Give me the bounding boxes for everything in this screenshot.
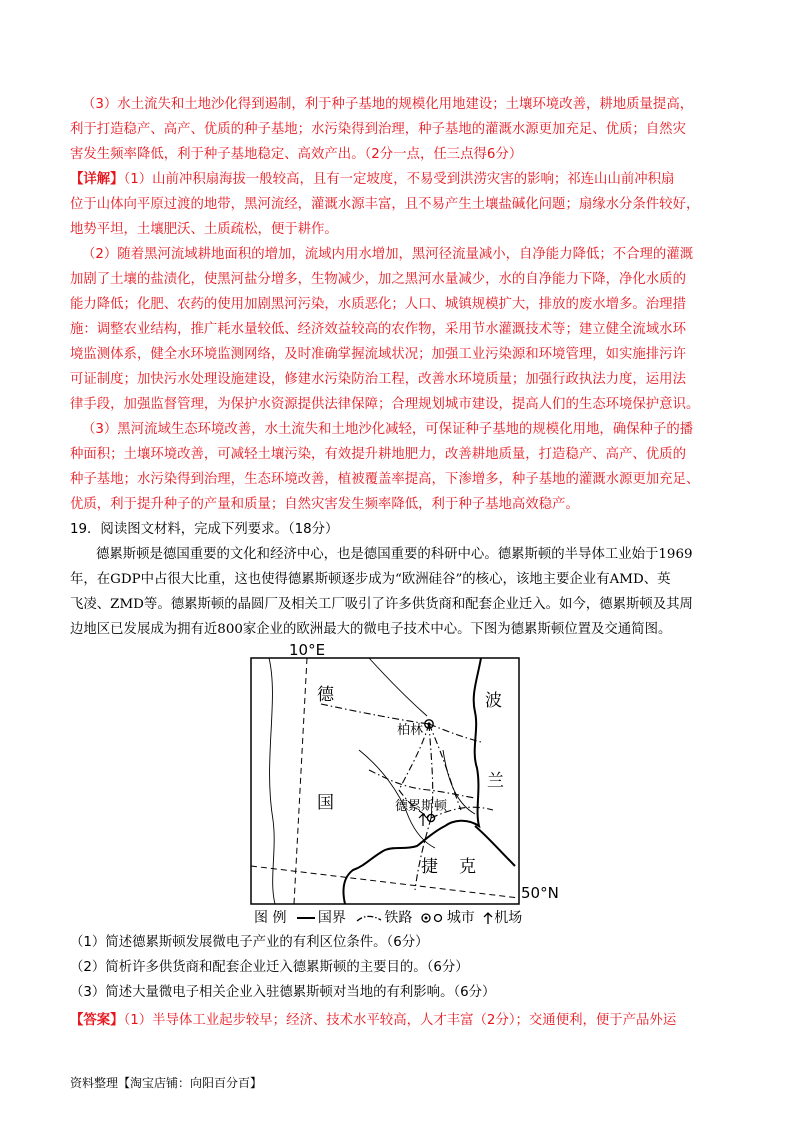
country-label-de2: 国 xyxy=(317,793,334,813)
text-line: 害发生频率降低，利于种子基地稳定、高效产出。（2分一点，任三点得6分） xyxy=(70,147,523,162)
country-label-cz1: 捷 xyxy=(421,857,438,877)
legend-border-symbol xyxy=(297,917,315,919)
text-line: 利于打造稳产、高产、优质的种子基地；水污染得到治理，种子基地的灌溉水源更加充足、优质；自然灾 xyxy=(70,122,686,137)
river-line xyxy=(269,658,275,904)
country-label-cz2: 克 xyxy=(459,857,476,877)
text-line: 边地区已发展成为拥有近800家企业的欧洲最大的微电子技术中心。下图为德累斯顿位置及交通简图。 xyxy=(70,622,672,637)
railway-line xyxy=(415,818,431,890)
question-material xyxy=(70,542,735,642)
railway-line xyxy=(429,724,481,742)
answer-part-3 xyxy=(70,92,735,167)
polish-czech-border xyxy=(475,826,515,866)
detail-tag: 【详解】 xyxy=(70,172,124,187)
legend-railway-label: 铁路 xyxy=(384,910,413,926)
country-label-pl2: 兰 xyxy=(487,771,504,791)
legend-city-symbol xyxy=(421,912,445,924)
sub-question: （1）简述德累斯顿发展微电子产业的有利区位条件。（6分） xyxy=(70,935,429,950)
longitude-label: 10°E xyxy=(289,641,326,659)
text-line: （3）水土流失和土地沙化得到遏制，利于种子基地的规模化用地建设；土壤环境改善，耕地质量提高， xyxy=(82,97,694,112)
railway-line xyxy=(369,770,475,798)
text-line: （1）半导体工业起步较早；经济、技术水平较高，人才丰富（2分）；交通便利，便于产品外运 xyxy=(123,1013,677,1028)
text-line: 境监测体系，健全水环境监测网络，及时准确掌握流域状况；加强工业污染源和环境管理，如实施排污许 xyxy=(70,347,686,362)
legend-railway-symbol xyxy=(356,912,382,924)
sub-question: （2）简析许多供货商和配套企业迁入德累斯顿的主要目的。（6分） xyxy=(70,960,469,975)
answer-tag: 【答案】 xyxy=(70,1013,124,1028)
answer-19 xyxy=(70,1008,735,1033)
text-line: （3）黑河流域生态环境改善，水土流失和土地沙化减轻，可保证种子基地的规模化用地，确保种子的播 xyxy=(82,422,694,437)
text-line: 优质，利于提升种子的产量和质量；自然灾害发生频率降低，利于种子基地高效稳产。 xyxy=(70,497,579,512)
detail-part-1 xyxy=(70,167,735,242)
berlin-city-dot xyxy=(427,722,430,725)
footer-note: 资料整理【淘宝店铺：向阳百分百】 xyxy=(70,1076,263,1090)
sub-questions xyxy=(70,930,735,1005)
detail-part-2 xyxy=(70,242,735,417)
airport-icon xyxy=(419,814,427,826)
text-line: 加剧了土壤的盐渍化，使黑河盐分增多，生物减少，加之黑河水量减少，水的自净能力下降，净化水质的 xyxy=(70,272,686,287)
text-line: 能力降低；化肥、农药的使用加剧黑河污染，水质恶化；人口、城镇规模扩大，排放的废水增多。治理措 xyxy=(70,297,686,312)
detail-part-3 xyxy=(70,417,735,517)
legend-airport-label: 机场 xyxy=(494,910,523,926)
legend-airport-icon xyxy=(483,911,493,925)
legend-city-label: 城市 xyxy=(446,910,475,926)
text-line: 德累斯顿是德国重要的文化和经济中心，也是德国重要的科研中心。德累斯顿的半导体工业始于1969 xyxy=(96,547,693,562)
parallel-line xyxy=(251,866,519,898)
latitude-label: 50°N xyxy=(521,884,559,902)
text-line: （1）山前冲积扇海拔一般较高，且有一定坡度，不易受到洪涝灾害的影响；祁连山山前冲积扇 xyxy=(123,172,675,187)
text-line: 施：调整农业结构，推广耗水量较低、经济效益较高的农作物，采用节水灌溉技术等；建立健全流域水环 xyxy=(70,322,686,337)
country-label-de1: 德 xyxy=(317,685,334,705)
railway-line xyxy=(429,724,461,810)
sub-question: （3）简述大量微电子相关企业入驻德累斯顿对当地的有利影响。（6分） xyxy=(70,985,496,1000)
text-line: 位于山体向平原过渡的地带，黑河流经，灌溉水源丰富，且不易产生土壤盐碱化问题；扇缘水分条件较好， xyxy=(70,197,700,212)
text-line: 可证制度；加快污水处理设施建设，修建水污染防治工程，改善水环境质量；加强行政执法力度，运用法 xyxy=(70,372,686,387)
dresden-location-map xyxy=(249,640,569,930)
text-line: 飞凌、ZMD等。德累斯顿的晶圆厂及相关工厂吸引了许多供货商和配套企业迁入。如今，德累斯顿及其周 xyxy=(70,597,693,612)
question-title: 19．阅读图文材料，完成下列要求。（18分） xyxy=(70,522,339,537)
meridian-line xyxy=(294,658,307,904)
dresden-label: 德累斯顿 xyxy=(395,799,448,814)
text-line: 种面积；土壤环境改善，可减轻土壤污染，有效提升耕地肥力，改善耕地质量，打造稳产、高产、优质的 xyxy=(70,447,686,462)
text-line: 地势平坦，土壤肥沃、土质疏松，便于耕作。 xyxy=(70,222,338,237)
text-line: 种子基地；水污染得到治理，生态环境改善，植被覆盖率提高，下渗增多，种子基地的灌溉水源更加充足、 xyxy=(70,472,700,487)
river-line xyxy=(369,658,427,716)
legend-border-label: 国界 xyxy=(317,910,346,926)
text-line: 律手段，加强监督管理，为保护水资源提供法律保障；合理规划城市建设，提高人们的生态环境保护意识。 xyxy=(70,397,700,412)
berlin-label: 柏林 xyxy=(397,723,424,738)
river-line xyxy=(443,750,475,814)
country-label-pl1: 波 xyxy=(485,691,502,711)
question-19 xyxy=(70,517,735,542)
text-line: 年，在GDP中占很大比重，这也使得德累斯顿逐步成为“欧洲硅谷”的核心，该地主要企业有AMD、英 xyxy=(70,572,671,587)
map-legend xyxy=(254,907,522,927)
text-line: （2）随着黑河流域耕地面积的增加，流域内用水增加，黑河径流量减小，自净能力降低；不合理的灌溉 xyxy=(82,247,694,262)
railway-line xyxy=(321,704,429,724)
legend-title: 图 例 xyxy=(254,910,287,926)
